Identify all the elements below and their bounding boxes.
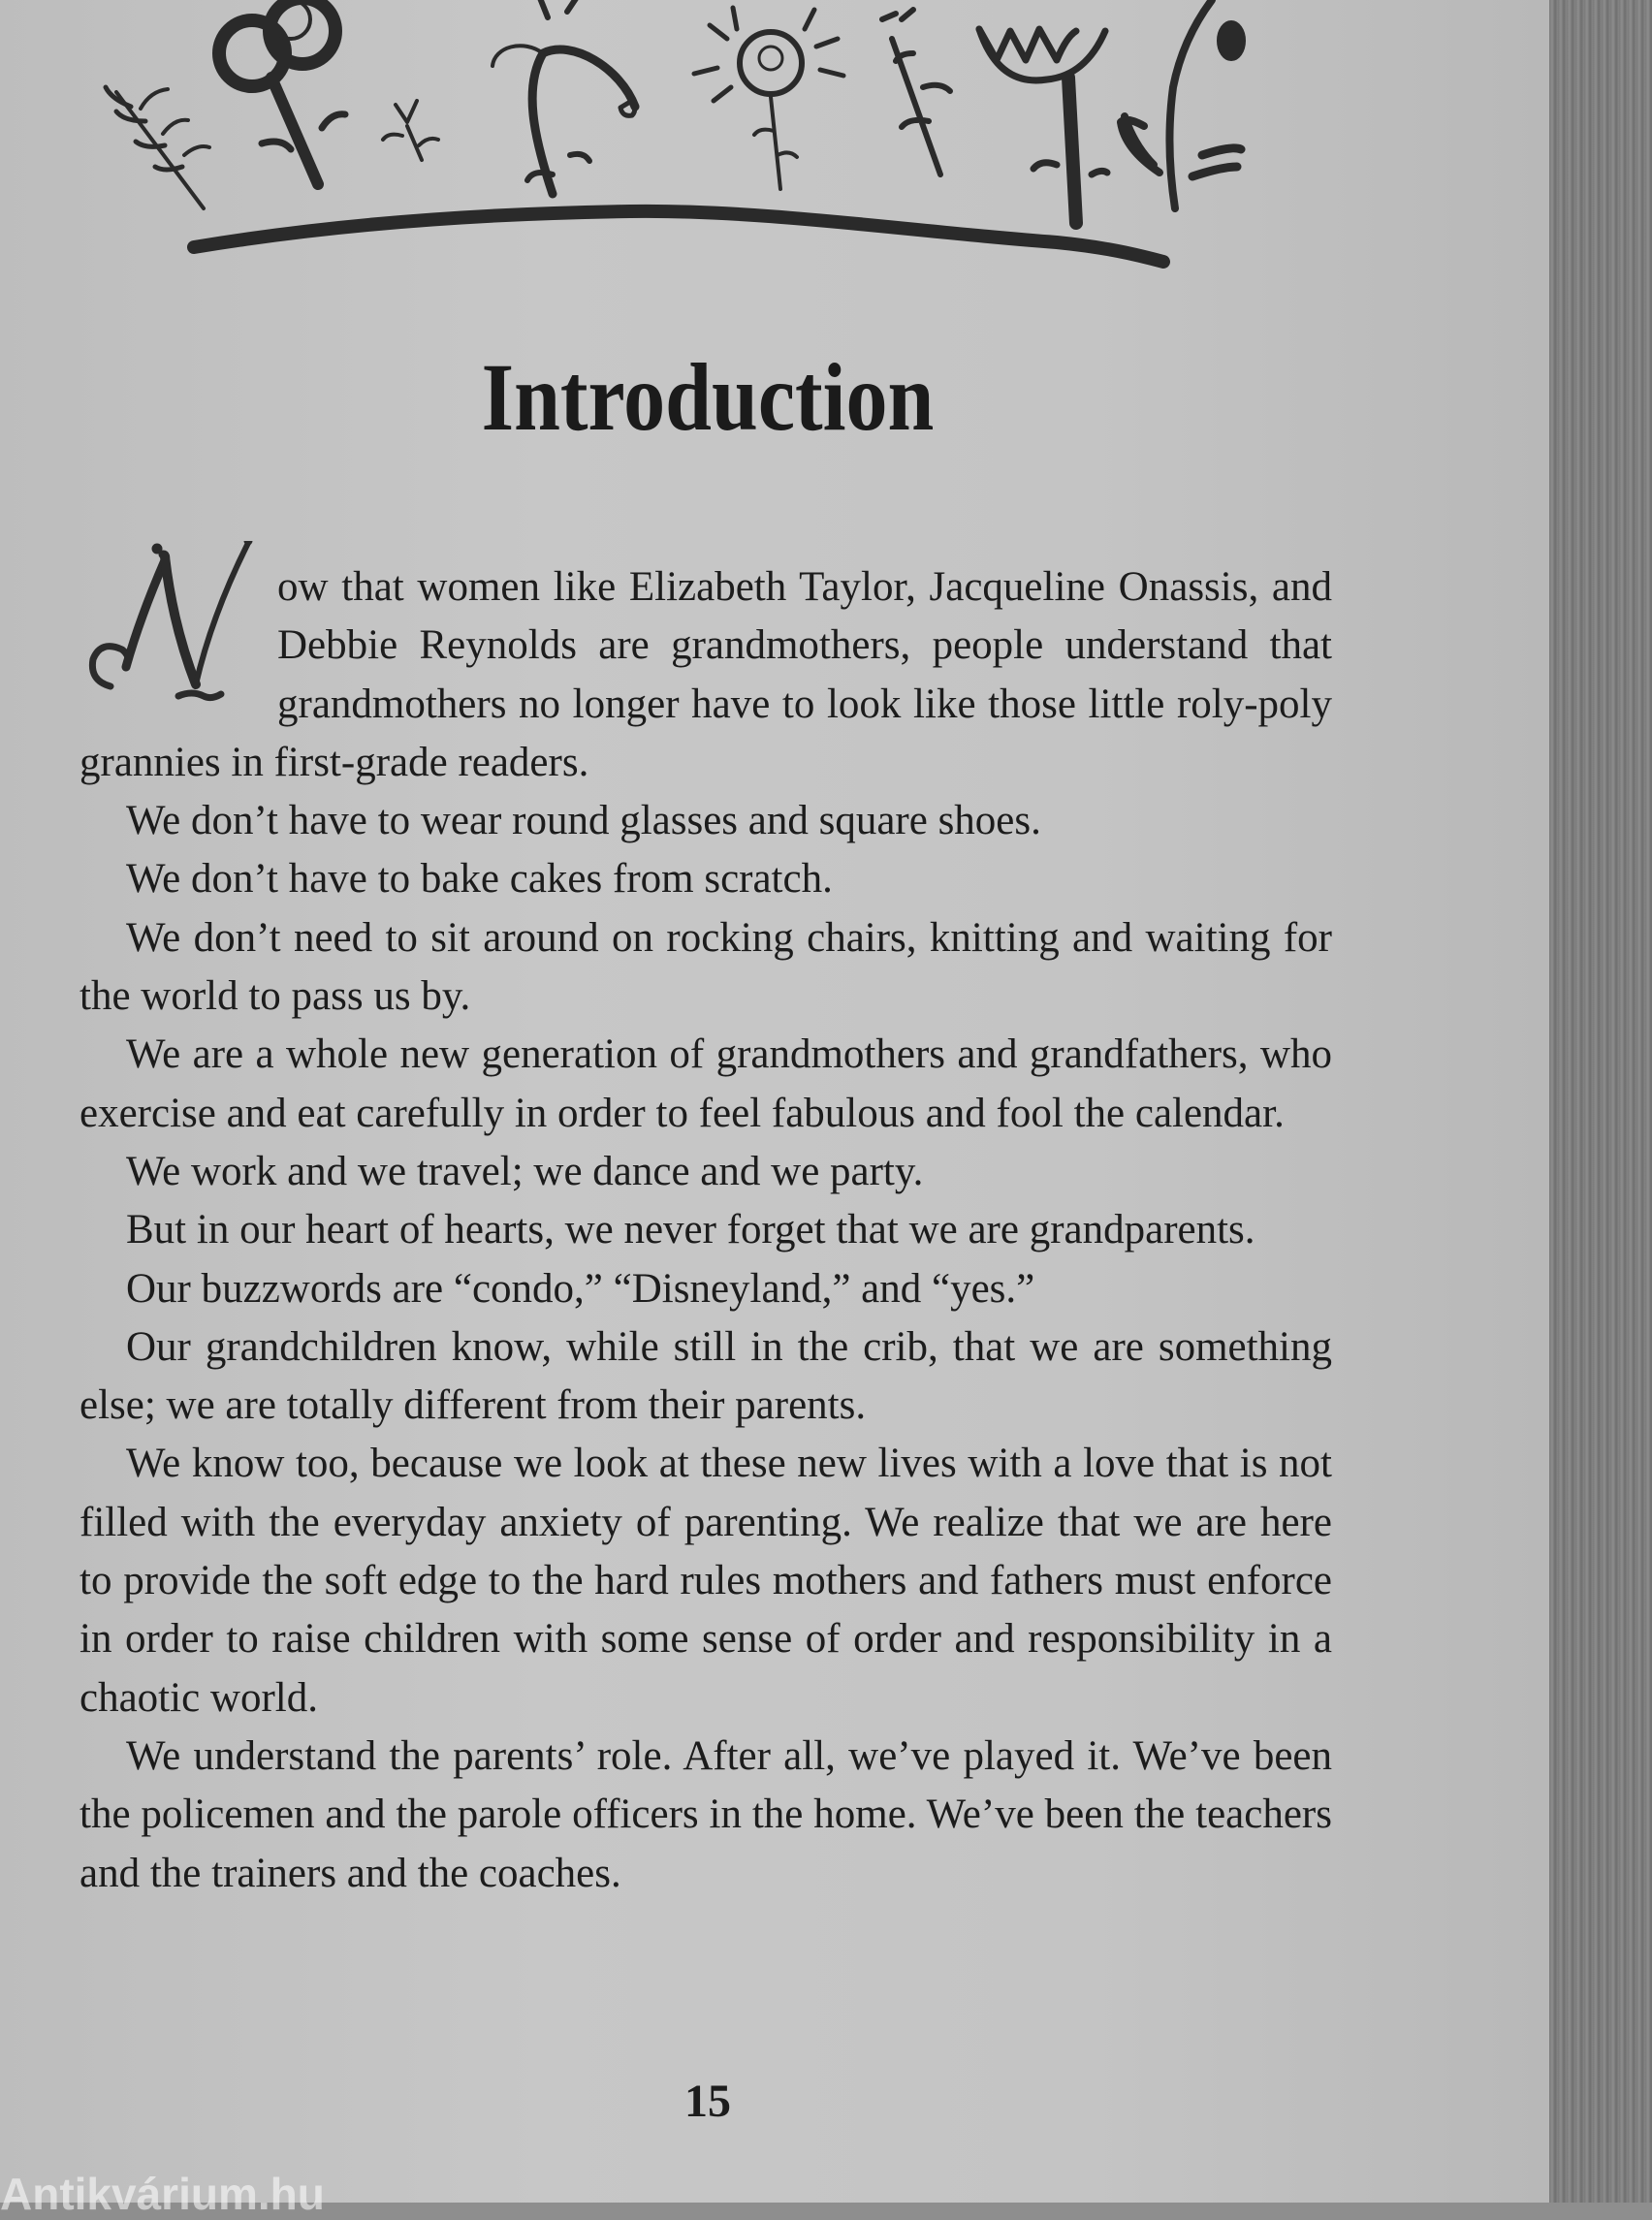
paragraph-3: We don’t have to bake cakes from scratch. (126, 856, 833, 903)
paragraph-10: We know too, because we look at these new lives with a love that is not filled with the everyday anxiety of parenting. We realize that we are here to provide the soft edge to the hard rules mothers and fathers must enforce in order to raise children with some sense of order and responsibility in a chaotic world. (79, 1441, 1332, 1721)
paragraph-5: We are a whole new generation of grandmothers and grandfathers, who exercise and eat carefully in order to feel fabulous and fool the calendar. (79, 1031, 1332, 1136)
watermark: Antikvárium.hu (0, 2169, 325, 2219)
body-text (79, 558, 1332, 1903)
page-number: 15 (684, 2076, 731, 2127)
paragraph-2: We don’t have to wear round glasses and square shoes. (126, 798, 1041, 844)
paragraph-8: Our buzzwords are “condo,” “Disneyland,” and “yes.” (126, 1265, 1035, 1312)
paragraph-6: We work and we travel; we dance and we party. (126, 1148, 924, 1194)
paragraph-4: We don’t need to sit around on rocking chairs, knitting and waiting for the world to pass us by. (79, 914, 1332, 1020)
paragraph-9: Our grandchildren know, while still in the crib, that we are something else; we are totally different from their parents. (79, 1323, 1332, 1429)
hand-drawn-flowers-icon (87, 0, 1338, 281)
drop-cap-letter (74, 541, 273, 725)
paragraph-1: ow that women like Elizabeth Taylor, Jacqueline Onassis, and Debbie Reynolds are grandmothers, people understand that grandmothers no longer have to look like those little roly-poly grannies in first-grade readers. (79, 564, 1332, 785)
paragraph-7: But in our heart of hearts, we never forget that we are grandparents. (126, 1207, 1255, 1253)
book-edge (1549, 0, 1652, 2203)
chapter-title: Introduction (481, 343, 935, 451)
paragraph-11: We understand the parents’ role. After all, we’ve played it. We’ve been the policemen and the parole officers in the home. We’ve been the teachers and the trainers and the coaches. (79, 1732, 1332, 1896)
